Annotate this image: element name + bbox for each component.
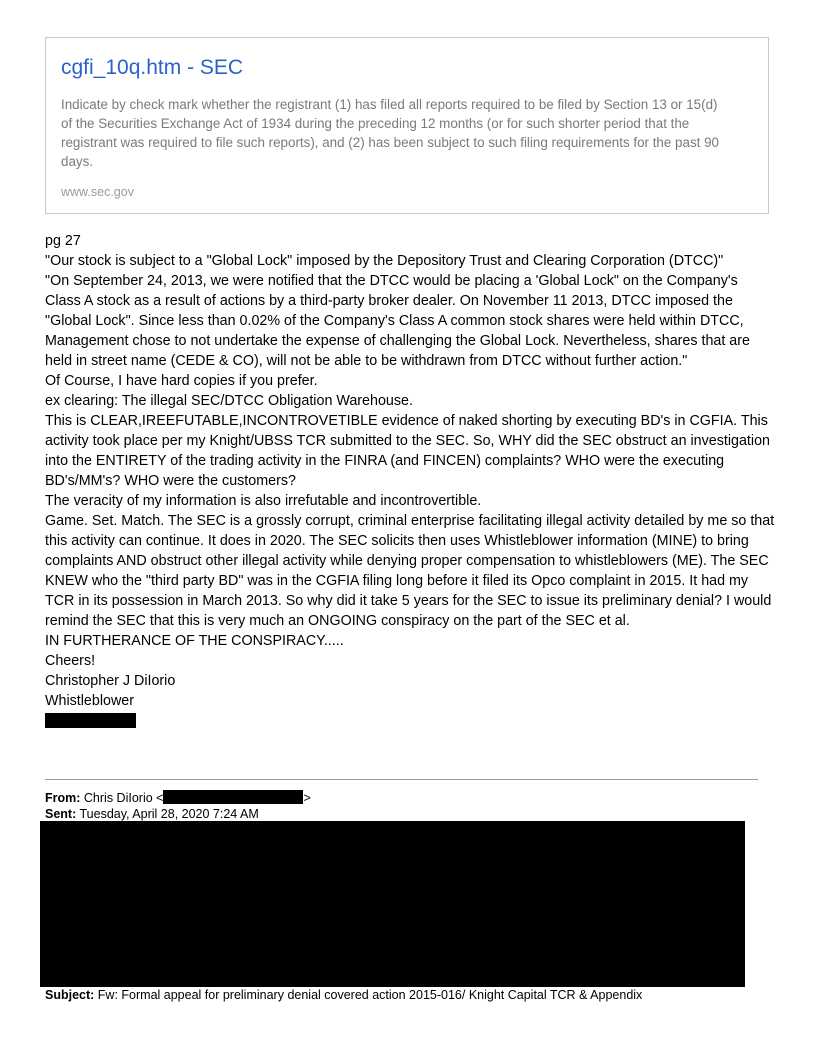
quote-heading: "Our stock is subject to a "Global Lock" imposed by the Depository Trust and Clearing Corporation (DTCC)" (45, 253, 724, 269)
subject-value: Fw: Formal appeal for preliminary denial covered action 2015-016/ Knight Capital TCR & Appendix (97, 988, 643, 1002)
subject-label: Subject: (45, 988, 95, 1002)
sent-value: Tuesday, April 28, 2020 7:24 AM (79, 807, 259, 821)
body-paragraph: ex clearing: The illegal SEC/DTCC Obligation Warehouse. (45, 393, 413, 409)
sent-label: Sent: (45, 807, 77, 821)
from-name: Chris DiIorio < (83, 791, 164, 805)
from-label: From: (45, 791, 81, 805)
quote-body: "On September 24, 2013, we were notified that the DTCC would be placing a 'Global Lock" on the Company's Class A stock as a result of actions by a third-party broker dealer. On November 11 2013, DTCC imposed the "Global Lock". Since less than 0.02% of the Company's Class A common stock shares were held within DTCC, Management chose to not undertake the expense of challenging the Global Lock. Nevertheless, shares that are held in street name (CEDE & CO), will not be able to be withdrawn from DTCC without further action." (45, 273, 750, 369)
email-body (45, 231, 775, 728)
body-paragraph: Game. Set. Match. The SEC is a grossly corrupt, criminal enterprise facilitating illegal activity detailed by me so that this activity can continue. It does in 2020. The SEC solicits then uses Whistleblower information (MINE) to bring complaints AND obstruct other illegal activity while denying proper compensation to whistleblowers (ME). The SEC KNEW who the "third party BD" was in the CGFIA filing long before it filed its Opco complaint in 2015. It had my TCR in its possession in March 2013. So why did it take 5 years for the SEC to issue its preliminary denial? I would remind the SEC that this is very much an ONGOING conspiracy on the part of the SEC et al. (45, 513, 775, 629)
page-reference: pg 27 (45, 233, 81, 249)
redaction-box (45, 713, 136, 728)
email-subject-line (45, 988, 642, 1003)
signature-name: Christopher J DiIorio (45, 673, 176, 689)
body-paragraph: IN FURTHERANCE OF THE CONSPIRACY..... (45, 633, 344, 649)
link-preview-card[interactable] (45, 37, 769, 214)
link-preview-description: Indicate by check mark whether the registrant (1) has filed all reports required to be filed by Section 13 or 15(d) of the Securities Exchange Act of 1934 during the preceding 12 months (or for such shorter period that the registrant was required to file such reports), and (2) has been subject to such filing requirements for the past 90 days. (61, 97, 719, 169)
link-preview-title[interactable]: cgfi_10q.htm - SEC (61, 56, 244, 79)
divider (45, 779, 758, 780)
body-paragraph: This is CLEAR,IREEFUTABLE,INCONTROVETIBLE evidence of naked shorting by executing BD's in CGFIA. This activity took place per my Knight/UBSS TCR submitted to the SEC. So, WHY did the SEC obstruct an investigation into the ENTIRETY of the trading activity in the FINRA (and FINCEN) complaints? WHO were the executing BD's/MM's? WHO were the customers? (45, 413, 770, 489)
redaction-box (163, 790, 303, 804)
sign-off: Cheers! (45, 653, 96, 669)
body-paragraph: Of Course, I have hard copies if you prefer. (45, 373, 318, 389)
redaction-box (40, 821, 745, 987)
signature-title: Whistleblower (45, 693, 134, 709)
email-from-line (45, 790, 311, 806)
body-paragraph: The veracity of my information is also irrefutable and incontrovertible. (45, 493, 482, 509)
link-preview-url[interactable]: www.sec.gov (61, 185, 134, 199)
from-end: > (303, 791, 311, 805)
email-sent-line (45, 807, 259, 822)
